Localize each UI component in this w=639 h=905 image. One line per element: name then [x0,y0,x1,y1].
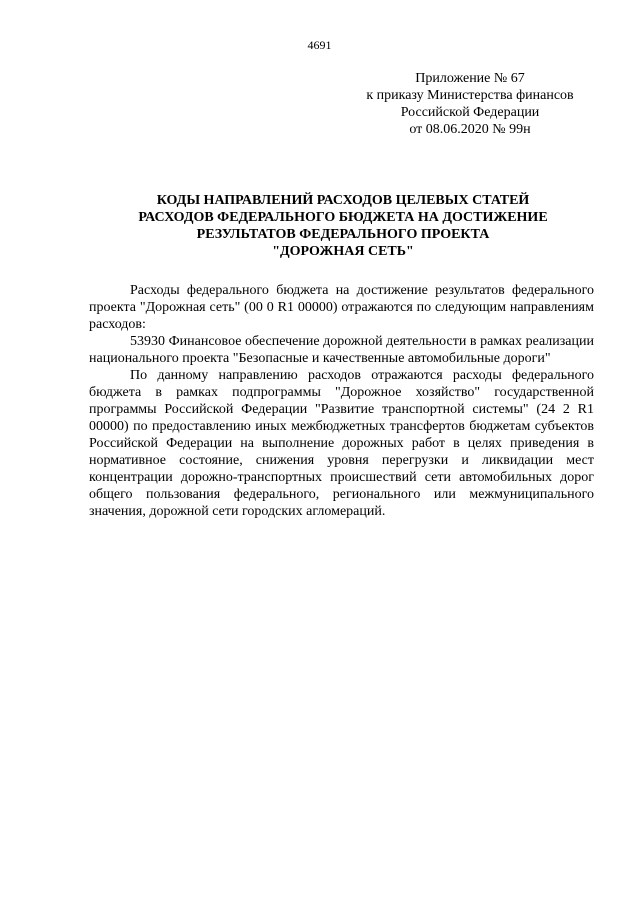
appendix-line-1: Приложение № 67 [415,71,525,86]
appendix-header [350,70,590,138]
document-title [88,192,598,260]
paragraph-description: По данному направлению расходов отражаются расходы федерального бюджета в рамках подпрограммы "Дорожное хозяйство" государственной программы Российской Федерации "Развитие транспортной системы" (24 2 R1 00000) по предоставлению иных межбюджетных трансфертов бюджетам субъектов Российской Федерации на выполнение дорожных работ в целях приведения в нормативное состояние, снижения уровня перегрузки и ликвидации мест концентрации дорожно-транспортных происшествий сети автомобильных дорог общего пользования федерального, регионального или межмуниципального значения, дорожной сети городских агломераций. [89,368,594,519]
title-line-4: "ДОРОЖНАЯ СЕТЬ" [272,244,414,259]
paragraph-intro: Расходы федерального бюджета на достижение результатов федерального проекта "Дорожная сеть" (00 0 R1 00000) отражаются по следующим направлениям расходов: [89,283,594,332]
appendix-line-3: Российской Федерации [400,105,540,120]
page-number: 4691 [307,38,332,52]
appendix-line-4: от 08.06.2020 № 99н [409,122,531,137]
title-line-2: РАСХОДОВ ФЕДЕРАЛЬНОГО БЮДЖЕТА НА ДОСТИЖЕНИЕ [138,210,548,225]
title-line-1: КОДЫ НАПРАВЛЕНИЙ РАСХОДОВ ЦЕЛЕВЫХ СТАТЕЙ [156,193,530,208]
document-body [89,282,594,520]
appendix-line-2: к приказу Министерства финансов [366,88,574,103]
paragraph-code-53930: 53930 Финансовое обеспечение дорожной деятельности в рамках реализации национального проекта "Безопасные и качественные автомобильные дороги" [89,334,594,366]
title-line-3: РЕЗУЛЬТАТОВ ФЕДЕРАЛЬНОГО ПРОЕКТА [196,227,490,242]
